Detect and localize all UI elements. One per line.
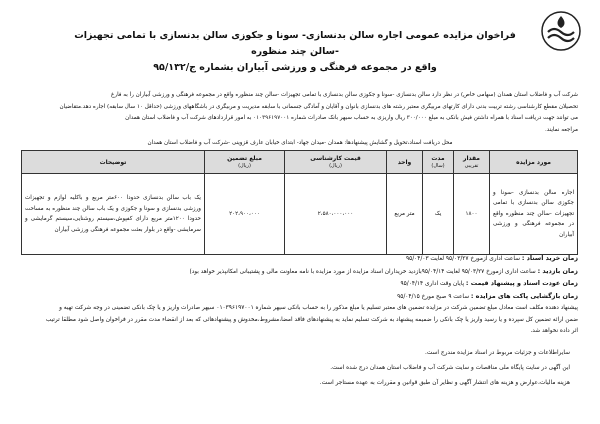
note-1: سایراطلاعات و جزئیات مربوط در اسناد مزایده مندرج است. [425,350,570,356]
cell-subject: اجاره سالن بدنسازی -سونا و جکوزی سالن بدنسازی با تمامی تجهیزات -سالن چند منظوره واقع در مجموعه فرهنگی و ورزشی آبیاران [490,174,578,255]
intro-line-1: شرکت آب و فاضلاب استان همدان (سهامی خاص) در نظر دارد سالن بدنسازی -سونا و جکوزی سالن بدنسازی با تمامی تجهیزات -سالن چند منظوره واقع در مجموعه فرهنگی و ورزشی آبیاران را به فارغ [111,92,578,98]
guarantee-para-line-3: اثر داده نخواهد شد. [530,328,578,334]
intro-line-3: می توانند جهت دریافت اسناد با همراه داشتن فیش بانکی به مبلغ ۳۰۰/۰۰۰ ریال واریزی به حساب سیهر بانک صادرات شماره ۰۱۰۳۹۶۱۹۷۰۰۱ به امور قراردادهای شرکت آب و فاضلاب استان همدان [125,115,578,121]
return-text: پایان وقت اداری ۹۵/۰۴/۱۴ [400,281,465,287]
title-line-2: واقع در مجموعه فرهنگی و ورزشی آبیاران بشماره ج/۹۵/۱۳۲ [153,62,437,73]
cell-guarantee: ۲۰۲،۹۰۰،۰۰۰ [205,174,285,255]
intro-line-2: تحصیلان مقطع کارشناسی رشته تربیت بدنی دارای کارتهای مربیگری معتبر رشته های بدنسازی بانوان و آقایان و آمادگی جسمانی با سابقه مدیریت و مربیگری در باشگاههای ورزشی (حداقل ۱۰ سال سابقه) اجاره دهد.متقاضیان [59,103,578,110]
schedule-section [22,253,578,338]
header-guarantee: مبلغ تضمین (ریال) [205,151,285,174]
header-guarantee-sub: (ریال) [238,163,251,169]
header-price: قیمت کارشناسی (ریال) [285,151,387,174]
intro-paragraph [22,90,578,136]
cell-qty: ۱۸۰۰ [454,174,490,255]
visit-time [22,266,578,279]
guarantee-para-line-2: ضمن ارائه تضمین کل سپرده و یا رسید واریز یا چک بانکی را ضمیمه پیشنهاد به شرکت تسلیم نماید به پیشنهادهای فاقد امضا،مشروط،مخدوش و پیشنهادهائی که بعد از انقضاء مدت مقرر در فراخوان واصل شود مطلقا ترتیب [45,316,578,323]
opening-label: زمان بازگشایی پاکت های مزایده : [470,291,578,300]
note-2: این آگهی در سایت پایگاه ملی مناقصات و سایت شرکت آب و فاضلاب استان همدان درج شده است. [330,365,570,371]
return-label: زمان عودت اسناد و پیشنهاد قیمت : [465,279,578,287]
header-qty: مقدار تقریبی [454,151,490,174]
table-header-row [22,151,578,174]
visit-text: ساعت اداری ازمورخ ۹۵/۰۳/۲۷ لغایت ۹۵/۰۴/۱۴بازدید خریداران اسناد مزایده از مورد مزایده با نامه معاونت مالی و پشتیبانی امکانپذیر خواهد بود) [189,268,536,275]
visit-label: زمان بازدید : [537,266,578,275]
title-line-1: فراخوان مزایده عمومی اجاره سالن بدنسازی- سونا و جکوزی سالن بدنسازی با تمامی تجهیزات -سالن چند منظوره [74,30,516,57]
intro-line-4: مراجعه نمایند. [544,126,578,133]
opening-text: ساعت ۹ صبح مورخ ۹۵/۰۴/۱۵ [397,293,470,300]
cell-unit: متر مربع [387,174,423,255]
cell-price: ۲،۵۸۰،۰۰۰،۰۰۰ [285,174,387,255]
header-description: توضیحات [22,151,205,174]
location-text: محل دریافت اسناد،تحویل و گشایش پیشنهادها: همدان -میدان جهاد- ابتدای خیابان عارف قزوینی -شرکت آب و فاضلاب استان همدان [147,140,453,146]
opening-time [22,291,578,304]
header-duration: مدت (سال) [423,151,454,174]
guarantee-para-line-1: پیشنهاد دهنده مکلف است معادل مبلغ تضمین شرکت در مزایده تضمین های معتبر تسلیم یا مبلغ مذکور را به حساب بانکی سیهر شماره ۰۱۰۳۹۶۱۹۷۰۰۱ سیهر صادرات واریز و یا چک بانکی تضمینی در وجه شرکت تهیه و [59,305,578,311]
announcement-title [60,28,530,76]
purchase-text: ساعت اداری ازمورخ ۹۵/۰۳/۲۷ لغایت ۹۵/۰۴/۰۳ [405,256,520,262]
cell-duration: یک [423,174,454,255]
header-duration-sub: (سال) [431,163,445,169]
cell-description: یک باب سالن بدنسازی حدودا ۶۰۰متر مربع و باکلیه لوازم و تجهیزات ورزشی بدنسازی و سونا و جکوزی و یک باب سالن چند منظوره به مساحت حدودا ۱۲۰۰متر مربع دارای کفپوش،سیستم روشنایی،سیستم گرمایشی و سرمایشی -واقع در بلوار بعثت مجموعه فرهنگی ورزشی آبیاران [22,174,205,255]
company-logo-icon [540,10,582,52]
return-time [22,278,578,291]
purchase-time [22,253,578,266]
notes-section [30,346,570,391]
note-3: هزینه مالیات،عوارض و هزینه های انتشار آگهی و نظایر آن طبق قوانین و مقررات به عهده مستاجر است. [319,380,570,386]
header-qty-sub: تقریبی [464,163,479,169]
table-row [22,174,578,255]
purchase-label: زمان خرید اسناد : [521,254,578,262]
header-subject: مورد مزایده [490,151,578,174]
header-unit: واحد [387,151,423,174]
header-price-sub: (ریال) [329,163,342,169]
auction-table [21,150,578,255]
